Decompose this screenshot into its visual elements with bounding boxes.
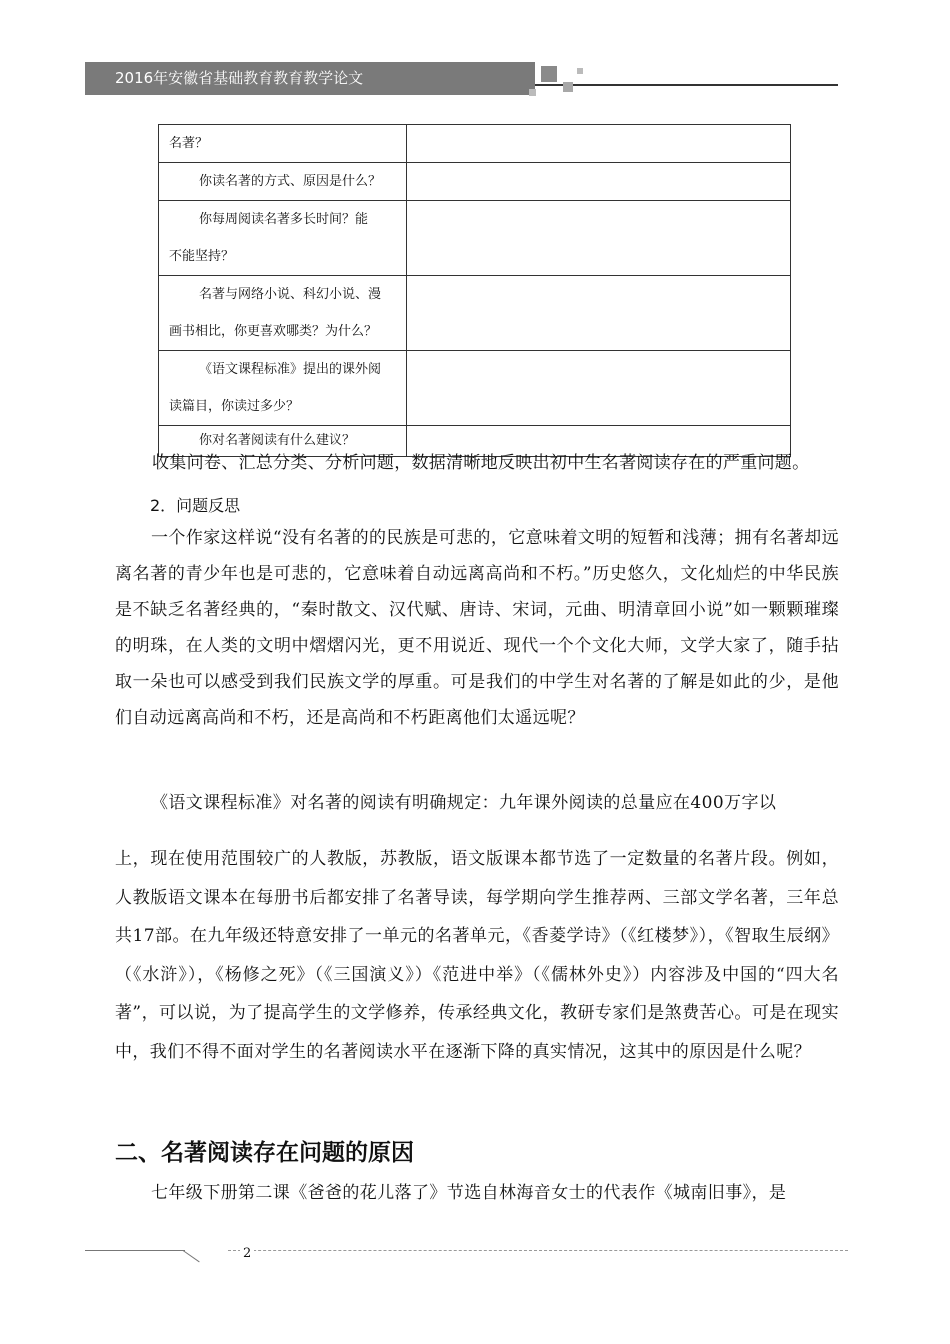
header-title-bar	[85, 62, 535, 95]
page-number: 2	[240, 1246, 254, 1261]
header-decor-square	[541, 66, 557, 82]
paragraph-writer-quote: 一个作家这样说“没有名著的的民族是可悲的，它意味着文明的短暂和浅薄；拥有名著却远离名著的青少年也是可悲的，它意味着自动远离高尚和不朽。”历史悠久，文化灿烂的中华民族是不缺乏名著经典的，“秦时散文、汉代赋、唐诗、宋词，元曲、明清章回小说”如一颗颗璀璨的明珠，在人类的文明中熠熠闪光，更不用说近、现代一个个文化大师，文学大家了，随手拈取一朵也可以感受到我们民族文学的厚重。可是我们的中学生对名著的了解是如此的少，是他们自动远离高尚和不朽，还是高尚和不朽距离他们太遥远呢？	[115, 528, 839, 728]
question-text: 读篇目，你读过多少？	[169, 399, 300, 414]
answer-cell	[407, 201, 791, 276]
question-text: 你读名著的方式、原因是什么？	[199, 174, 382, 189]
header-rule	[535, 84, 838, 86]
answer-cell	[407, 163, 791, 201]
header-title: 2016年安徽省基础教育教育教学论文	[115, 69, 364, 87]
question-cell	[159, 351, 407, 426]
footer-rule-slant	[183, 1250, 200, 1262]
table-row	[159, 201, 791, 276]
table-row	[159, 163, 791, 201]
question-cell	[159, 125, 407, 163]
question-text: 名著？	[169, 136, 209, 151]
table-row	[159, 276, 791, 351]
question-text: 画书相比，你更喜欢哪类？为什么？	[169, 324, 378, 339]
paragraph-standard-intro: 《语文课程标准》对名著的阅读有明确规定：九年课外阅读的总量应在400万字以	[151, 793, 777, 813]
question-cell	[159, 163, 407, 201]
footer-rule	[85, 1250, 185, 1251]
question-text: 《语文课程标准》提出的课外阅	[199, 362, 382, 377]
answer-cell	[407, 125, 791, 163]
section-title: 二、名著阅读存在问题的原因	[115, 1140, 414, 1166]
question-text: 你对名著阅读有什么建议？	[199, 433, 356, 448]
subsection-heading: 2．问题反思	[150, 496, 241, 515]
survey-summary: 收集问卷、汇总分类、分析问题，数据清晰地反映出初中生名著阅读存在的严重问题。	[152, 453, 810, 473]
answer-cell	[407, 351, 791, 426]
question-text: 名著与网络小说、科幻小说、漫	[199, 287, 382, 302]
question-cell	[159, 201, 407, 276]
header-decor-square	[529, 89, 536, 96]
survey-table	[158, 124, 791, 457]
table-row	[159, 351, 791, 426]
question-text: 你每周阅读名著多长时间？能	[199, 212, 369, 227]
paragraph-textbook-selections: 上，现在使用范围较广的人教版，苏教版，语文版课本都节选了一定数量的名著片段。例如，人教版语文课本在每册书后都安排了名著导读，每学期向学生推荐两、三部文学名著，三年总共17部。在九年级还特意安排了一单元的名著单元，《香菱学诗》（《红楼梦》），《智取生辰纲》（《水浒》），《杨修之死》（《三国演义》）《范进中举》（《儒林外史》）内容涉及中国的“四大名著”，可以说，为了提高学生的文学修养，传承经典文化，教研专家们是煞费苦心。可是在现实中，我们不得不面对学生的名著阅读水平在逐渐下降的真实情况，这其中的原因是什么呢？	[115, 849, 839, 1062]
table-row	[159, 125, 791, 163]
header-decor-square	[577, 68, 583, 74]
answer-cell	[407, 276, 791, 351]
question-cell	[159, 276, 407, 351]
footer-dashed-rule	[228, 1250, 848, 1251]
question-text: 不能坚持？	[169, 249, 235, 264]
paragraph-grade7-lesson: 七年级下册第二课《爸爸的花儿落了》节选自林海音女士的代表作《城南旧事》，是	[151, 1183, 787, 1203]
header-decor-square	[563, 82, 573, 92]
